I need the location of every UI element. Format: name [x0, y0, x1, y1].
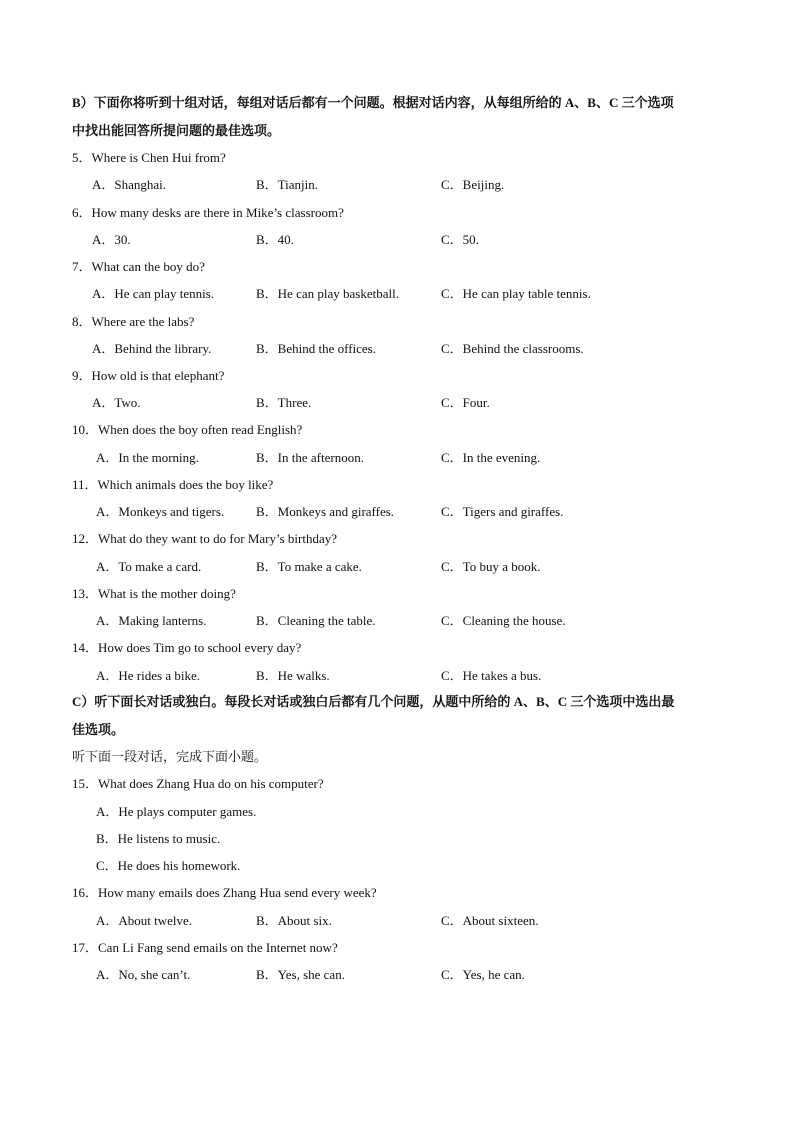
q6-option-a: A．30.: [92, 232, 131, 247]
q7-option-b: B．He can play basketball.: [256, 286, 399, 301]
question-14: 14．How does Tim go to school every day?: [72, 640, 302, 655]
section-c-intro: 听下面一段对话，完成下面小题。: [72, 749, 268, 764]
q17-option-a: A．No, she can’t.: [96, 967, 191, 982]
q8-option-c: C．Behind the classrooms.: [441, 341, 584, 356]
q10-option-b: B．In the afternoon.: [256, 450, 364, 465]
q15-option-c: C．He does his homework.: [96, 858, 241, 873]
section-b-heading-line2: 中找出能回答所提问题的最佳选项。: [72, 123, 281, 138]
q13-option-a: A．Making lanterns.: [96, 613, 207, 628]
section-c-heading-line1: C）听下面长对话或独白。每段长对话或独白后都有几个问题，从题中所给的 A、B、C 三个选项中选出最: [72, 694, 675, 709]
q9-option-c: C．Four.: [441, 395, 490, 410]
q17-option-c: C．Yes, he can.: [441, 967, 525, 982]
q8-option-b: B．Behind the offices.: [256, 341, 376, 356]
q12-option-b: B．To make a cake.: [256, 559, 362, 574]
q17-option-b: B．Yes, she can.: [256, 967, 345, 982]
q13-option-b: B．Cleaning the table.: [256, 613, 376, 628]
q16-option-a: A．About twelve.: [96, 913, 193, 928]
question-8: 8．Where are the labs?: [72, 314, 195, 329]
q7-option-c: C．He can play table tennis.: [441, 286, 591, 301]
question-13: 13．What is the mother doing?: [72, 586, 236, 601]
section-b-heading-line1: B）下面你将听到十组对话，每组对话后都有一个问题。根据对话内容，从每组所给的 A、B、C 三个选项: [72, 95, 674, 110]
q6-option-c: C．50.: [441, 232, 479, 247]
q12-option-c: C．To buy a book.: [441, 559, 541, 574]
q14-option-c: C．He takes a bus.: [441, 668, 542, 683]
q16-option-b: B．About six.: [256, 913, 332, 928]
q12-option-a: A．To make a card.: [96, 559, 202, 574]
question-5: 5．Where is Chen Hui from?: [72, 150, 226, 165]
q7-option-a: A．He can play tennis.: [92, 286, 215, 301]
q11-option-a: A．Monkeys and tigers.: [96, 504, 225, 519]
q14-option-a: A．He rides a bike.: [96, 668, 200, 683]
q13-option-c: C．Cleaning the house.: [441, 613, 566, 628]
q5-option-a: A．Shanghai.: [92, 177, 167, 192]
question-9: 9．How old is that elephant?: [72, 368, 225, 383]
question-16: 16．How many emails does Zhang Hua send every week?: [72, 885, 377, 900]
question-15: 15．What does Zhang Hua do on his computer?: [72, 776, 324, 791]
question-11: 11．Which animals does the boy like?: [72, 477, 274, 492]
q10-option-a: A．In the morning.: [96, 450, 199, 465]
q6-option-b: B．40.: [256, 232, 294, 247]
q15-option-a: A．He plays computer games.: [96, 804, 257, 819]
q9-option-a: A．Two.: [92, 395, 141, 410]
q11-option-c: C．Tigers and giraffes.: [441, 504, 564, 519]
question-6: 6．How many desks are there in Mike’s classroom?: [72, 205, 344, 220]
q8-option-a: A．Behind the library.: [92, 341, 212, 356]
q14-option-b: B．He walks.: [256, 668, 330, 683]
q5-option-b: B．Tianjin.: [256, 177, 319, 192]
q15-option-b: B．He listens to music.: [96, 831, 221, 846]
question-7: 7．What can the boy do?: [72, 259, 205, 274]
q10-option-c: C．In the evening.: [441, 450, 541, 465]
q5-option-c: C．Beijing.: [441, 177, 505, 192]
section-c-heading-line2: 佳选项。: [72, 722, 125, 737]
question-10: 10．When does the boy often read English?: [72, 422, 303, 437]
q16-option-c: C．About sixteen.: [441, 913, 539, 928]
q9-option-b: B．Three.: [256, 395, 312, 410]
question-17: 17．Can Li Fang send emails on the Internet now?: [72, 940, 338, 955]
q11-option-b: B．Monkeys and giraffes.: [256, 504, 395, 519]
question-12: 12．What do they want to do for Mary’s birthday?: [72, 531, 337, 546]
